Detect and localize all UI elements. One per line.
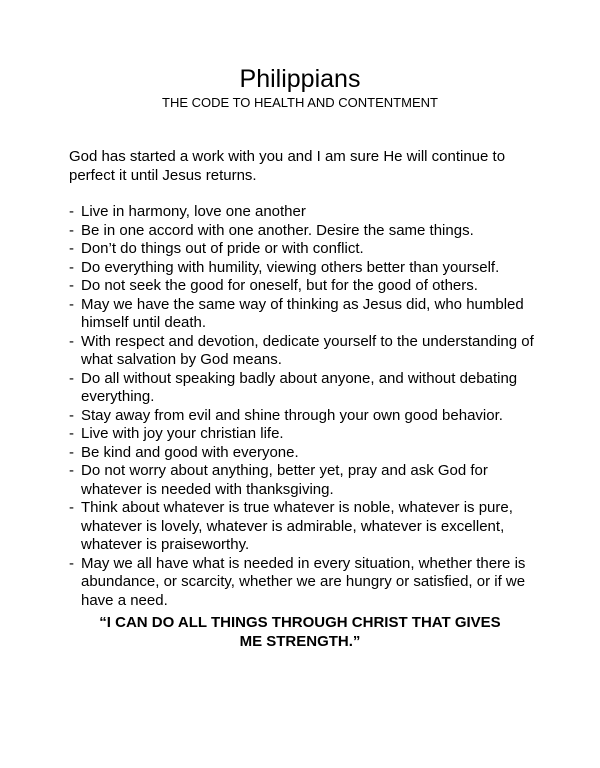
bullet-dash: -: [69, 462, 74, 479]
bullet-dash: -: [69, 221, 74, 239]
page-subtitle: THE CODE TO HEALTH AND CONTENTMENT: [162, 95, 438, 110]
bullet-dash: -: [69, 425, 74, 442]
bullet-dash: -: [69, 369, 74, 387]
list-item-text: Do all without speaking badly about anyone, and without debating everything.: [81, 369, 518, 405]
quote-line-2: ME STRENGTH.”: [239, 633, 361, 650]
bullet-dash: -: [69, 203, 74, 220]
bullet-dash: -: [69, 240, 74, 257]
list-item-text: Think about whatever is true whatever is noble, whatever is pure, whatever is lovely, whatever is admirable, whatever is excellent, whatever is praiseworthy.: [81, 499, 513, 553]
list-item-text: Do everything with humility, viewing others better than yourself.: [81, 258, 500, 276]
list-item-text: Don’t do things out of pride or with conflict.: [81, 240, 364, 257]
list-item: [69, 370, 549, 407]
page-title: Philippians: [239, 65, 361, 93]
bullet-dash: -: [69, 332, 74, 350]
list-item: [69, 203, 549, 222]
list-item: [69, 555, 549, 611]
list-item-text: Be in one accord with one another. Desire the same things.: [81, 221, 474, 239]
bullet-dash: -: [69, 295, 74, 313]
list-item-text: Do not seek the good for oneself, but for the good of others.: [81, 277, 478, 294]
bullet-dash: -: [69, 499, 74, 516]
list-item-text: Live with joy your christian life.: [81, 425, 284, 442]
guidance-list: [69, 203, 549, 610]
list-item-text: Be kind and good with everyone.: [81, 443, 299, 461]
list-item: [69, 444, 549, 463]
quote-line-1: “I CAN DO ALL THINGS THROUGH CHRIST THAT GIVES: [99, 614, 501, 631]
list-item-text: Live in harmony, love one another: [81, 203, 306, 220]
bullet-dash: -: [69, 258, 74, 276]
list-item-text: May we all have what is needed in every situation, whether there is abundance, or scarcity, whether we are hungry or satisfied, or if we have a need.: [81, 554, 526, 609]
bullet-dash: -: [69, 443, 74, 461]
bullet-dash: -: [69, 554, 74, 572]
list-item: [69, 462, 549, 499]
list-item: [69, 222, 549, 241]
intro-paragraph: God has started a work with you and I am sure He will continue to perfect it until Jesus returns.: [69, 148, 506, 184]
list-item-text: May we have the same way of thinking as Jesus did, who humbled himself until death.: [81, 295, 524, 331]
list-item: [69, 425, 549, 444]
list-item: [69, 277, 549, 296]
list-item-text: With respect and devotion, dedicate yourself to the understanding of what salvation by God means.: [81, 332, 534, 368]
bullet-dash: -: [69, 406, 74, 424]
list-item: [69, 296, 549, 333]
list-item: [69, 333, 549, 370]
list-item-text: Stay away from evil and shine through your own good behavior.: [81, 406, 503, 424]
closing-quote: [0, 613, 600, 651]
list-item: [69, 407, 549, 426]
bullet-dash: -: [69, 277, 74, 294]
list-item: [69, 240, 549, 259]
list-item-text: Do not worry about anything, better yet, pray and ask God for whatever is needed with thanksgiving.: [81, 462, 488, 498]
list-item: [69, 499, 549, 555]
list-item: [69, 259, 549, 278]
